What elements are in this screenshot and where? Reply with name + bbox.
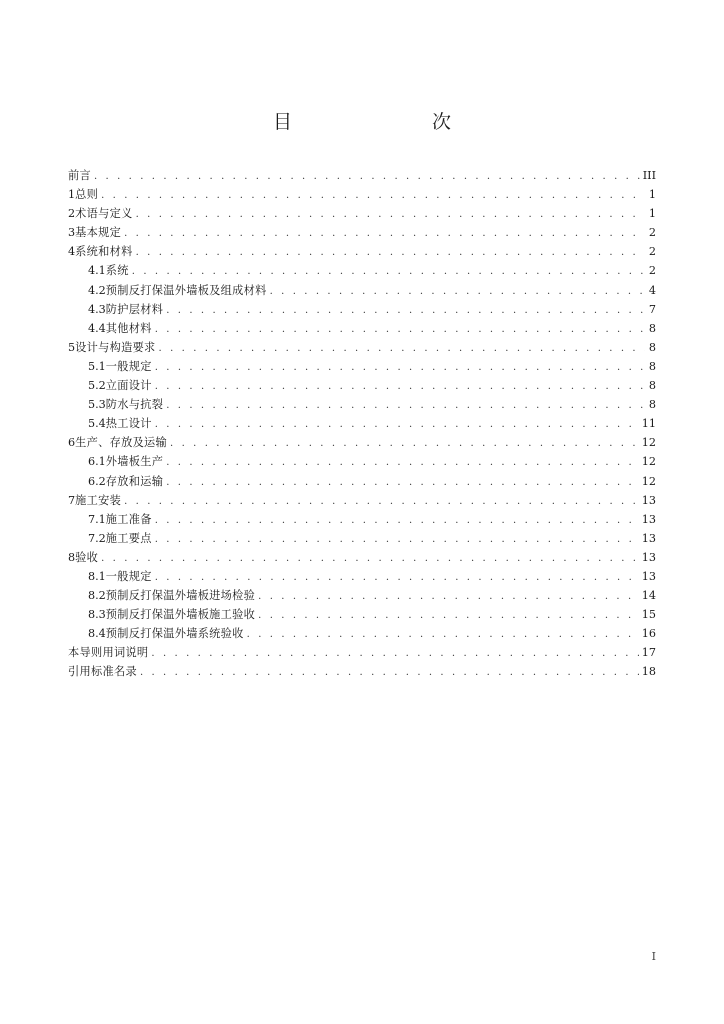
toc-entry-page: 14: [641, 589, 656, 603]
toc-entry-number: 5.4: [88, 417, 106, 431]
toc-entry-label: 热工设计: [105, 417, 152, 431]
toc-entry-page: 12: [641, 436, 656, 450]
toc-entry-page: 16: [641, 627, 656, 641]
toc-entry-label: 预制反打保温外墙板施工验收: [105, 608, 256, 622]
toc-entry[interactable]: [68, 586, 656, 605]
toc-entry[interactable]: [68, 472, 656, 491]
toc-entry-number: 7.2: [88, 531, 106, 545]
toc-entry-label: 防护层材料: [105, 302, 164, 316]
toc-entry-page: 2: [648, 264, 656, 278]
toc-leader-dots: [155, 530, 639, 549]
toc-leader-dots: [258, 606, 639, 625]
toc-entry-label: 术语与定义: [75, 207, 133, 221]
toc-leader-dots: [94, 167, 640, 186]
toc-leader-dots: [270, 282, 645, 301]
toc-entry[interactable]: [68, 281, 656, 300]
toc-entry-label: 预制反打保温外墙板进场检验: [105, 589, 256, 603]
toc-entry-label: 一般规定: [105, 359, 152, 373]
toc-leader-dots: [155, 511, 639, 530]
toc-entry-number: 7: [68, 493, 76, 507]
toc-entry-number: 5.1: [88, 359, 106, 373]
toc-entry[interactable]: [68, 624, 656, 643]
toc-entry-page: 17: [641, 646, 656, 660]
toc-entry-number: 5.2: [88, 379, 106, 393]
toc-leader-dots: [258, 587, 639, 606]
toc-entry-page: 8: [648, 321, 656, 335]
toc-entry-label: 防水与抗裂: [105, 398, 164, 412]
toc-entry[interactable]: [68, 300, 656, 319]
toc-leader-dots: [136, 243, 645, 262]
toc-entry-label: 施工准备: [105, 512, 152, 526]
toc-entry-page: 4: [648, 283, 656, 297]
toc-entry-page: 13: [641, 550, 656, 564]
toc-leader-dots: [124, 492, 639, 511]
toc-entry-label: 施工要点: [105, 531, 152, 545]
toc-entry-label: 生产、存放及运输: [75, 436, 168, 450]
toc-entry-number: 6.2: [88, 474, 106, 488]
toc-entry[interactable]: [68, 605, 656, 624]
toc-entry-page: 15: [641, 608, 656, 622]
toc-entry-label: 外墙板生产: [105, 455, 164, 469]
toc-leader-dots: [151, 644, 638, 663]
toc-entry[interactable]: [68, 242, 656, 261]
toc-entry-label: 设计与构造要求: [75, 340, 156, 354]
toc-entry-label: 立面设计: [105, 379, 152, 393]
toc-entry-number: 4.2: [88, 283, 106, 297]
toc-entry[interactable]: [68, 452, 656, 471]
toc-leader-dots: [132, 262, 645, 281]
toc-entry-label: 存放和运输: [105, 474, 164, 488]
toc-entry[interactable]: [68, 529, 656, 548]
toc-entry[interactable]: [68, 414, 656, 433]
toc-entry-number: 4: [68, 245, 76, 259]
toc-entry-label: 系统: [105, 264, 129, 278]
toc-entry[interactable]: [68, 166, 656, 185]
toc-entry-page: 12: [641, 474, 656, 488]
toc-leader-dots: [101, 549, 639, 568]
toc-entry-number: 6: [68, 436, 76, 450]
toc-leader-dots: [166, 453, 639, 472]
toc-entry[interactable]: [68, 548, 656, 567]
toc-leader-dots: [166, 301, 645, 320]
toc-entry-page: 12: [641, 455, 656, 469]
toc-entry[interactable]: [68, 395, 656, 414]
toc-entry-number: 8: [68, 550, 76, 564]
toc-entry-number: 8.1: [88, 569, 106, 583]
toc-entry-number: 7.1: [88, 512, 106, 526]
toc-leader-dots: [166, 473, 639, 492]
toc-entry[interactable]: [68, 510, 656, 529]
toc-entry-page: 8: [648, 340, 656, 354]
toc-entry-page: 2: [648, 245, 656, 259]
toc-entry-number: 8.4: [88, 627, 106, 641]
toc-entry-page: 7: [648, 302, 656, 316]
toc-entry-label: 其他材料: [105, 321, 152, 335]
toc-leader-dots: [155, 415, 639, 434]
toc-entry[interactable]: [68, 204, 656, 223]
toc-entry[interactable]: [68, 376, 656, 395]
toc-leader-dots: [155, 358, 645, 377]
toc-entry[interactable]: [68, 491, 656, 510]
toc-entry-number: 4.3: [88, 302, 106, 316]
toc-leader-dots: [155, 568, 639, 587]
toc-entry-page: 13: [641, 531, 656, 545]
toc-entry[interactable]: [68, 567, 656, 586]
toc-entry-page: 11: [641, 417, 656, 431]
toc-leader-dots: [136, 205, 645, 224]
toc-entry-number: 4.4: [88, 321, 106, 335]
toc-entry[interactable]: [68, 433, 656, 452]
toc-leader-dots: [159, 339, 645, 358]
toc-entry-number: 1: [68, 188, 76, 202]
toc-leader-dots: [155, 320, 645, 339]
toc-entry-label: 基本规定: [75, 226, 122, 240]
toc-entry-page: 8: [648, 398, 656, 412]
toc-entry-page: 8: [648, 379, 656, 393]
toc-leader-dots: [247, 625, 639, 644]
toc-leader-dots: [101, 186, 645, 205]
toc-entry-number: 6.1: [88, 455, 106, 469]
toc-entry-number: 5.3: [88, 398, 106, 412]
toc-entry-label: 验收: [75, 550, 99, 564]
toc-entry-page: 1: [648, 207, 656, 221]
toc-entry-page: 1: [648, 188, 656, 202]
page-number: I: [651, 950, 656, 963]
toc-entry-label: 系统和材料: [75, 245, 133, 259]
toc-entry-page: III: [642, 169, 656, 182]
toc-entry-page: 13: [641, 512, 656, 526]
toc-entry-label: 前言: [68, 169, 91, 182]
table-of-contents: [68, 166, 656, 682]
toc-entry[interactable]: [68, 357, 656, 376]
toc-entry-number: 8.3: [88, 608, 106, 622]
toc-entry-label: 本导则用词说明: [68, 646, 149, 660]
toc-leader-dots: [170, 434, 639, 453]
toc-leader-dots: [124, 224, 645, 243]
toc-entry-page: 2: [648, 226, 656, 240]
toc-title: 目 次: [272, 111, 485, 133]
toc-leader-dots: [166, 396, 645, 415]
toc-leader-dots: [140, 663, 639, 682]
toc-entry[interactable]: [68, 261, 656, 280]
toc-entry[interactable]: [68, 185, 656, 204]
toc-entry-page: 8: [648, 359, 656, 373]
toc-entry-label: 引用标准名录: [68, 665, 137, 679]
toc-entry[interactable]: [68, 662, 656, 681]
toc-entry-label: 一般规定: [105, 569, 152, 583]
toc-entry-page: 18: [641, 665, 656, 679]
toc-entry-page: 13: [641, 493, 656, 507]
toc-entry-label: 预制反打保温外墙板及组成材料: [105, 283, 267, 297]
toc-entry-page: 13: [641, 569, 656, 583]
toc-entry-number: 5: [68, 340, 76, 354]
toc-entry[interactable]: [68, 223, 656, 242]
toc-entry-label: 总则: [75, 188, 99, 202]
toc-entry-label: 施工安装: [75, 493, 122, 507]
toc-entry[interactable]: [68, 643, 656, 662]
toc-entry-number: 8.2: [88, 589, 106, 603]
toc-entry-number: 2: [68, 207, 76, 221]
toc-entry-number: 4.1: [88, 264, 106, 278]
toc-entry-number: 3: [68, 226, 76, 240]
toc-entry-label: 预制反打保温外墙系统验收: [105, 627, 244, 641]
toc-entry[interactable]: [68, 338, 656, 357]
toc-entry[interactable]: [68, 319, 656, 338]
toc-leader-dots: [155, 377, 645, 396]
